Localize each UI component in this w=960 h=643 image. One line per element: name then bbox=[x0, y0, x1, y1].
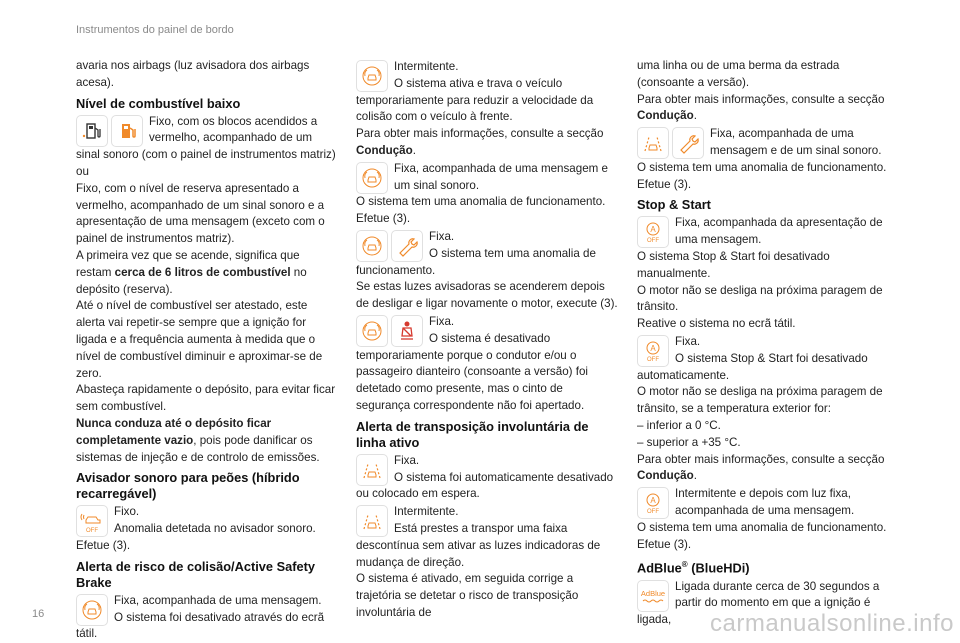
lane-fault-item bbox=[637, 126, 899, 160]
stop-start-auto-item bbox=[637, 334, 899, 384]
stop-start-off-icon bbox=[637, 216, 669, 248]
collision-flashing-text: O sistema ativa e trava o veículo temporariamente para reduzir a velocidade da colisão com o veículo à frente. bbox=[356, 76, 594, 124]
column-2 bbox=[356, 58, 618, 622]
svg-text:AdBlue: AdBlue bbox=[640, 588, 666, 598]
collision-fault-item bbox=[356, 161, 618, 195]
wrench-icon bbox=[672, 127, 704, 159]
svg-text:A: A bbox=[650, 343, 656, 353]
collision-fault-text: Fixa, acompanhada de uma mensagem e um sinal sonoro. bbox=[394, 161, 608, 192]
page-number: 16 bbox=[32, 608, 45, 620]
stop-start-auto-text: O sistema Stop & Start foi desativado automaticamente. bbox=[637, 351, 868, 382]
lane-fault-text-2: O sistema tem uma anomalia de funcionamento. Efetue (3). bbox=[637, 160, 887, 191]
collision-more-info: Para obter mais informações, consulte a secção Condução. bbox=[356, 127, 604, 157]
pedestrian-action: Efetue (3). bbox=[76, 538, 131, 552]
collision-item bbox=[76, 593, 338, 643]
stop-start-fault-item bbox=[637, 486, 899, 520]
stop-start-auto-li-2: – superior a +35 °C. bbox=[637, 435, 741, 449]
svg-text:OFF: OFF bbox=[647, 509, 659, 516]
fuel-text-b: Fixo, com o nível de reserva apresentado a vermelho, acompanhado de um sinal sonoro e a apresentação de uma mensagem (exceto com o painel de instrumentos matriz). bbox=[76, 181, 325, 246]
lane-flashing-text-2: O sistema é ativado, em seguida corrige a trajetória se detetar o risco de transposição involuntária de bbox=[356, 572, 579, 619]
collision-wrench-state: Fixa. bbox=[429, 229, 455, 243]
collision-wrench-text: O sistema tem uma anomalia de funcionamento. bbox=[356, 246, 596, 277]
fuel-text-d: Até o nível de combustível ser atestado, este alerta vai repetir-se sempre que a ignição for ligada e a frequência aumenta à medida que o nível de combustível diminuir e aproximar-se de zero. bbox=[76, 299, 323, 380]
fuel-or: ou bbox=[76, 164, 89, 178]
pedestrian-horn-item bbox=[76, 504, 338, 538]
collision-flashing-state: Intermitente. bbox=[394, 60, 459, 73]
column-3 bbox=[637, 58, 899, 629]
collision-seatbelt-item bbox=[356, 314, 618, 415]
lane-continued-text: uma linha ou de uma berma da estrada (consoante a versão). bbox=[637, 59, 840, 89]
stop-start-manual-text-2: O sistema Stop & Start foi desativado manualmente. bbox=[637, 249, 830, 280]
fuel-warning-item bbox=[76, 114, 338, 164]
collision-risk-icon bbox=[356, 230, 388, 262]
collision-text-2: O sistema foi desativado através do ecrã tátil. bbox=[76, 610, 325, 641]
section-title-pedestrian: Avisador sonoro para peões (híbrido recarregável) bbox=[76, 470, 300, 502]
fuel-text-c: A primeira vez que se acende, significa que restam cerca de 6 litros de combustível no depósito (reserva). bbox=[76, 248, 307, 296]
lane-fixed-text: O sistema foi automaticamente desativado ou colocado em espera. bbox=[356, 470, 614, 501]
pedestrian-horn-off-icon bbox=[76, 505, 108, 537]
fuel-text-f: Nunca conduza até o depósito ficar completamente vazio, pois pode danificar os sistemas de injeção e de controlo de emissões. bbox=[76, 416, 320, 464]
fuel-text-a: Fixo, com os blocos acendidos a vermelho, acompanhado de um sinal sonoro (com o painel de instrumentos matriz) bbox=[76, 114, 336, 162]
collision-text: Fixa, acompanhada de uma mensagem. bbox=[114, 593, 322, 607]
column-1 bbox=[76, 58, 338, 643]
stop-start-manual-item bbox=[637, 215, 899, 249]
adblue-text: Ligada durante cerca de 30 segundos a partir do momento em que a ignição é ligada, bbox=[637, 579, 880, 627]
lane-flashing-text: Está prestes a transpor uma faixa descontínua sem ativar as luzes indicadoras de mudança de direção. bbox=[356, 521, 601, 569]
section-title-fuel: Nível de combustível baixo bbox=[76, 95, 241, 111]
collision-risk-icon bbox=[356, 60, 388, 92]
lane-fault-text: Fixa, acompanhada de uma mensagem e de um sinal sonoro. bbox=[710, 127, 882, 157]
stop-start-auto-state: Fixa. bbox=[675, 334, 701, 348]
lane-departure-icon bbox=[356, 505, 388, 537]
section-title-lane: Alerta de transposição involuntária de linha ativo bbox=[356, 418, 589, 450]
lane-more-info: Para obter mais informações, consulte a secção Condução. bbox=[637, 92, 885, 123]
fuel-text-e: Abasteça rapidamente o depósito, para evitar ficar sem combustível. bbox=[76, 383, 336, 414]
pedestrian-state: Fixo. bbox=[114, 505, 140, 519]
fuel-pump-orange-icon bbox=[111, 115, 143, 147]
stop-start-more-info: Para obter mais informações, consulte a secção Condução. bbox=[637, 452, 885, 483]
collision-flashing-item bbox=[356, 59, 618, 126]
running-header: Instrumentos do painel de bordo bbox=[76, 24, 234, 36]
collision-risk-icon bbox=[356, 315, 388, 347]
collision-fault-text-2: O sistema tem uma anomalia de funcionamento. Efetue (3). bbox=[356, 195, 606, 226]
intro-text: avaria nos airbags (luz avisadora dos airbags acesa). bbox=[76, 59, 310, 89]
lane-flashing-item bbox=[356, 504, 618, 571]
stop-start-auto-li-1: – inferior a 0 °C. bbox=[637, 418, 721, 432]
lane-departure-icon bbox=[637, 127, 669, 159]
adblue-icon bbox=[637, 580, 669, 612]
stop-start-manual-text-4: Reative o sistema no ecrã tátil. bbox=[637, 317, 796, 331]
svg-text:A: A bbox=[650, 496, 656, 506]
lane-fixed-item bbox=[356, 453, 618, 503]
stop-start-fault-text-2: O sistema tem uma anomalia de funcionamento. Efetue (3). bbox=[637, 520, 887, 551]
svg-text:OFF: OFF bbox=[647, 238, 659, 245]
stop-start-off-icon bbox=[637, 487, 669, 519]
collision-wrench-item bbox=[356, 229, 618, 279]
stop-start-auto-text-2: O motor não se desliga na próxima paragem de trânsito, se a temperatura exterior for: bbox=[637, 385, 883, 416]
collision-seatbelt-state: Fixa. bbox=[429, 314, 455, 328]
wrench-icon bbox=[391, 230, 423, 262]
section-title-stop-start: Stop & Start bbox=[637, 197, 711, 213]
lane-departure-icon bbox=[356, 454, 388, 486]
section-title-adblue: AdBlue® (BlueHDi) bbox=[637, 560, 750, 576]
pedestrian-text: Anomalia detetada no avisador sonoro. bbox=[114, 522, 316, 536]
stop-start-off-icon bbox=[637, 335, 669, 367]
lane-flashing-state: Intermitente. bbox=[394, 505, 459, 519]
section-title-collision: Alerta de risco de colisão/Active Safety Brake bbox=[76, 558, 315, 590]
lane-fixed-state: Fixa. bbox=[394, 453, 420, 467]
collision-wrench-text-2: Se estas luzes avisadoras se acenderem depois de desligar e ligar novamente o motor, execute (3). bbox=[356, 280, 618, 311]
svg-text:A: A bbox=[650, 225, 656, 235]
fuel-pump-icon bbox=[76, 115, 108, 147]
collision-risk-icon bbox=[76, 594, 108, 626]
watermark: carmanualsonline.info bbox=[710, 610, 954, 637]
seatbelt-icon bbox=[391, 315, 423, 347]
stop-start-fault-text: Intermitente e depois com luz fixa, acompanhada de uma mensagem. bbox=[675, 487, 855, 517]
stop-start-manual-text-3: O motor não se desliga na próxima paragem de trânsito. bbox=[637, 283, 883, 314]
svg-text:OFF: OFF bbox=[86, 528, 98, 535]
collision-seatbelt-text: O sistema é desativado temporariamente porque o condutor e/ou o passageiro dianteiro (consoante a versão) foi detetado como presente, mas o cinto de segurança correspondente não foi apertado. bbox=[356, 331, 589, 412]
stop-start-manual-text: Fixa, acompanhada da apresentação de uma mensagem. bbox=[675, 216, 883, 247]
svg-text:OFF: OFF bbox=[647, 356, 659, 363]
collision-risk-icon bbox=[356, 162, 388, 194]
